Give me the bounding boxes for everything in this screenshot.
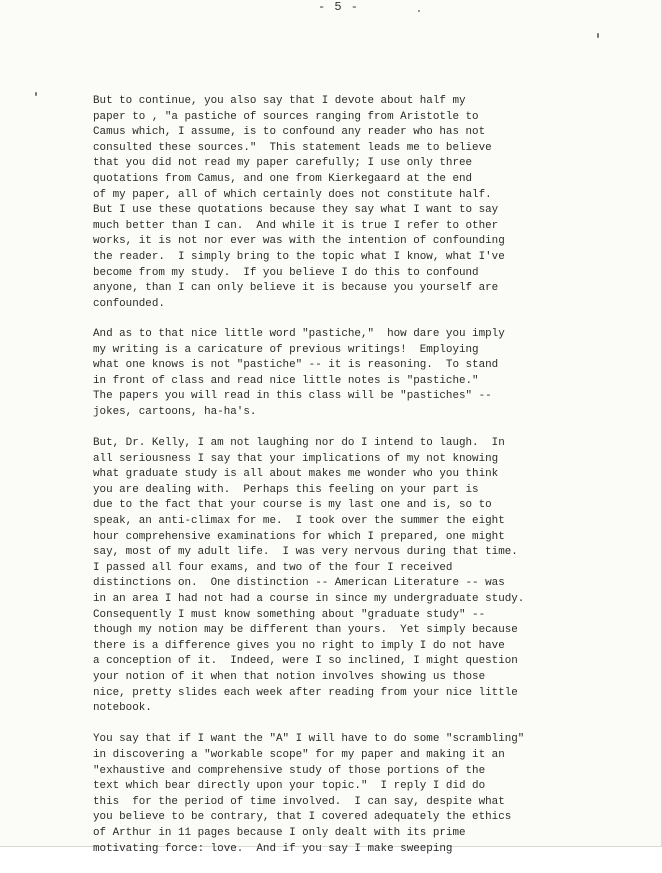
text-line: You say that if I want the "A" I will have to do some "scrambling" <box>93 733 525 746</box>
text-line: much better than I can. And while it is true I refer to other <box>93 219 499 232</box>
text-line: quotations from Camus, and one from Kierkegaard at the end <box>93 172 473 185</box>
text-line: nice, pretty slides each week after reading from your nice little <box>93 686 518 699</box>
text-line: notebook. <box>93 702 152 715</box>
text-line: paper to , "a pastiche of sources ranging from Aristotle to <box>93 110 479 123</box>
text-line: But I use these quotations because they say what I want to say <box>93 204 499 217</box>
page-number: - 5 - <box>318 0 360 14</box>
text-line: this for the period of time involved. I can say, despite what <box>93 795 505 808</box>
text-line: anyone, than I can only believe it is because you yourself are <box>93 282 499 295</box>
text-line: in discovering a "workable scope" for my paper and making it an <box>93 748 505 761</box>
paragraph-3 <box>93 436 638 717</box>
text-line: though my notion may be different than yours. Yet simply because <box>93 624 518 637</box>
text-line: there is a difference gives you no right to imply I do not have <box>93 639 505 652</box>
text-line: distinctions on. One distinction -- American Literature -- was <box>93 577 505 590</box>
text-line: consulted these sources." This statement leads me to believe <box>93 141 492 154</box>
text-line: The papers you will read in this class will be "pastiches" -- <box>93 390 492 403</box>
text-line: that you did not read my paper carefully; I use only three <box>93 157 473 170</box>
paragraph-2 <box>93 327 638 421</box>
paragraph-4 <box>93 732 638 857</box>
text-line: what graduate study is all about makes me wonder who you think <box>93 468 499 481</box>
text-line: confounded. <box>93 297 165 310</box>
text-line: what one knows is not "pastiche" -- it is reasoning. To stand <box>93 359 499 372</box>
paragraph-1 <box>93 94 638 312</box>
text-line: hour comprehensive examinations for which I prepared, one might <box>93 530 505 543</box>
text-line: But to continue, you also say that I devote about half my <box>93 95 466 107</box>
text-line: say, most of my adult life. I was very nervous during that time. <box>93 546 518 559</box>
text-line: of my paper, all of which certainly does not constitute half. <box>93 188 492 201</box>
text-line: works, it is not nor ever was with the intention of confounding <box>93 235 505 248</box>
text-line: of Arthur in 11 pages because I only dealt with its prime <box>93 826 466 839</box>
text-line: Camus which, I assume, is to confound any reader who has not <box>93 126 486 139</box>
text-line: due to the fact that your course is my last one and is, so to <box>93 499 492 512</box>
text-line: And as to that nice little word "pastiche," how dare you imply <box>93 327 505 340</box>
text-line: speak, an anti-climax for me. I took over the summer the eight <box>93 515 505 528</box>
text-line: text which bear directly upon your topic." I reply I did do <box>93 780 486 793</box>
text-line: But, Dr. Kelly, I am not laughing nor do I intend to laugh. In <box>93 437 505 450</box>
text-line: a conception of it. Indeed, were I so inclined, I might question <box>93 655 518 668</box>
text-line: you are dealing with. Perhaps this feeling on your part is <box>93 483 479 496</box>
text-line: jokes, cartoons, ha-ha's. <box>93 405 257 418</box>
text-line: the reader. I simply bring to the topic what I know, what I've <box>93 250 505 263</box>
text-line: in an area I had not had a course in since my undergraduate study. <box>93 593 525 605</box>
text-line: in front of class and read nice little notes is "pastiche." <box>93 374 479 387</box>
text-line: my writing is a caricature of previous writings! Employing <box>93 343 479 356</box>
text-line: your notion of it when that notion involves showing us those <box>93 670 486 683</box>
ink-speck <box>35 92 37 96</box>
text-line: all seriousness I say that your implications of my not knowing <box>93 452 499 465</box>
text-line: become from my study. If you believe I do this to confound <box>93 266 479 279</box>
text-line: you believe to be contrary, that I covered adequately the ethics <box>93 811 512 824</box>
ink-speck <box>418 10 420 12</box>
ink-speck <box>597 33 599 38</box>
letter-body <box>93 94 638 873</box>
text-line: I passed all four exams, and two of the four I received <box>93 561 453 574</box>
text-line: Consequently I must know something about "graduate study" -- <box>93 608 486 621</box>
text-line: motivating force: love. And if you say I make sweeping <box>93 842 453 855</box>
text-line: "exhaustive and comprehensive study of those portions of the <box>93 764 486 777</box>
